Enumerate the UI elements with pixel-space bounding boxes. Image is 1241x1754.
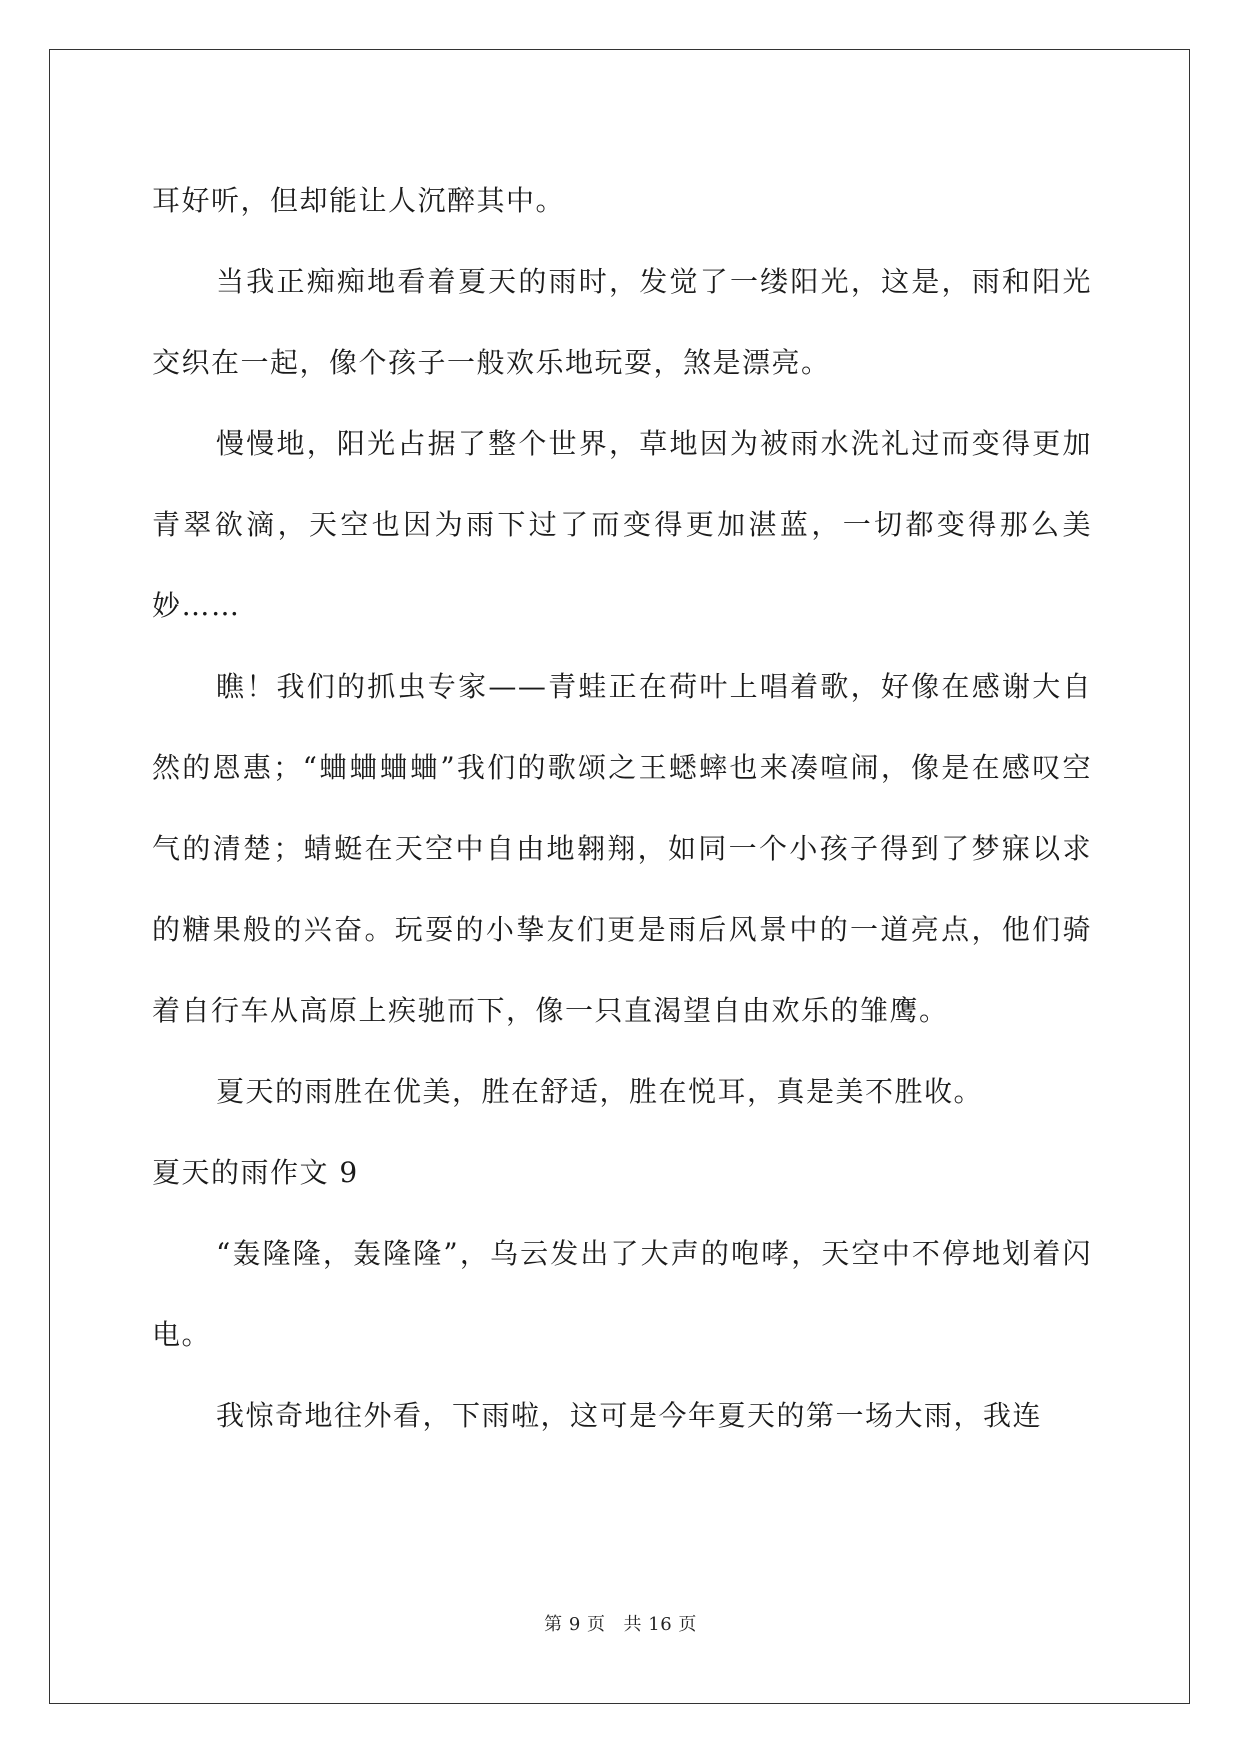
- paragraph-sunlight: 慢慢地，阳光占据了整个世界，草地因为被雨水洗礼过而变得更加青翠欲滴，天空也因为雨下过了而变得更加湛蓝，一切都变得那么美妙……: [152, 427, 1092, 622]
- page-footer: [0, 1610, 1241, 1636]
- page-number: 第 9 页: [544, 1614, 606, 1635]
- paragraph-summary: 夏天的雨胜在优美，胜在舒适，胜在悦耳，真是美不胜收。: [216, 1075, 984, 1108]
- paragraph-continuation: 耳好听，但却能让人沉醉其中。: [152, 184, 566, 217]
- page-total: 共 16 页: [623, 1614, 697, 1635]
- document-body: [152, 160, 1092, 1456]
- essay-heading: 夏天的雨作文 9: [152, 1156, 359, 1189]
- paragraph-sun-and-rain: 当我正痴痴地看着夏天的雨时，发觉了一缕阳光，这是，雨和阳光交织在一起，像个孩子一般欢乐地玩耍，煞是漂亮。: [152, 265, 1092, 379]
- paragraph-animals: 瞧！我们的抓虫专家——青蛙正在荷叶上唱着歌，好像在感谢大自然的恩惠；“蛐蛐蛐蛐”我们的歌颂之王蟋蟀也来凑喧闹，像是在感叹空气的清楚；蜻蜓在天空中自由地翱翔，如同一个小孩子得到了梦寐以求的糖果般的兴奋。玩耍的小挚友们更是雨后风景中的一道亮点，他们骑着自行车从高原上疾驰而下，像一只直渴望自由欢乐的雏鹰。: [152, 670, 1092, 1027]
- paragraph-first-rain: 我惊奇地往外看，下雨啦，这可是今年夏天的第一场大雨，我连: [216, 1399, 1043, 1432]
- paragraph-thunder: “轰隆隆，轰隆隆”，乌云发出了大声的咆哮，天空中不停地划着闪电。: [152, 1237, 1092, 1351]
